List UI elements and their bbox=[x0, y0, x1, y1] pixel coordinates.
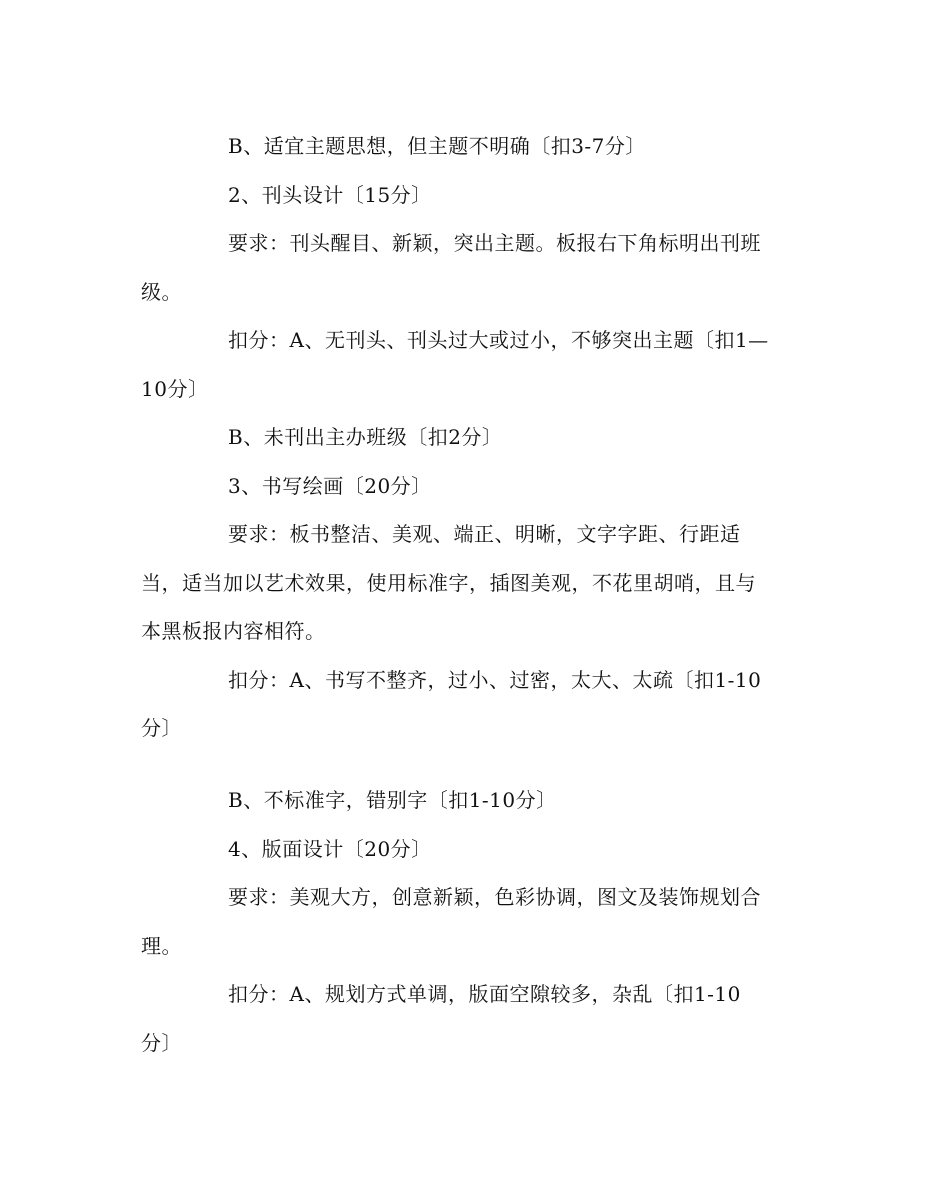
section-3-deduction-a-cont: 分〕 bbox=[141, 716, 182, 740]
section-2-heading: 2、刊头设计〔15分〕 bbox=[228, 183, 432, 207]
section-3-heading: 3、书写绘画〔20分〕 bbox=[228, 474, 432, 498]
section-4-deduction-a-cont: 分〕 bbox=[141, 1031, 182, 1055]
section-4-requirement: 要求：美观大方，创意新颖，色彩协调，图文及装饰规划合 bbox=[228, 885, 761, 909]
section-3-deduction-b: B、不标准字，错别字〔扣1-10分〕 bbox=[228, 788, 557, 812]
section-4-deduction-a: 扣分：A、规划方式单调，版面空隙较多，杂乱〔扣1-10 bbox=[228, 982, 741, 1006]
section-2-deduction-a-cont: 10分〕 bbox=[141, 377, 209, 401]
section-2-requirement-cont: 级。 bbox=[141, 280, 182, 304]
section-3-requirement-cont-1: 当，适当加以艺术效果，使用标准字，插图美观，不花里胡哨，且与 bbox=[141, 571, 756, 595]
section-3-deduction-a: 扣分：A、书写不整齐，过小、过密，太大、太疏〔扣1-10 bbox=[228, 668, 762, 692]
section-4-heading: 4、版面设计〔20分〕 bbox=[228, 837, 432, 861]
item-b-theme-unclear: B、适宜主题思想，但主题不明确〔扣3-7分〕 bbox=[228, 134, 646, 158]
section-2-deduction-b: B、未刊出主办班级〔扣2分〕 bbox=[228, 425, 503, 449]
section-2-requirement: 要求：刊头醒目、新颖，突出主题。板报右下角标明出刊班 bbox=[228, 231, 761, 255]
section-3-requirement-cont-2: 本黑板报内容相符。 bbox=[141, 619, 326, 643]
section-2-deduction-a: 扣分：A、无刊头、刊头过大或过小，不够突出主题〔扣1— bbox=[228, 328, 769, 352]
section-4-requirement-cont: 理。 bbox=[141, 934, 182, 958]
section-3-requirement: 要求：板书整洁、美观、端正、明晰，文字字距、行距适 bbox=[228, 522, 741, 546]
